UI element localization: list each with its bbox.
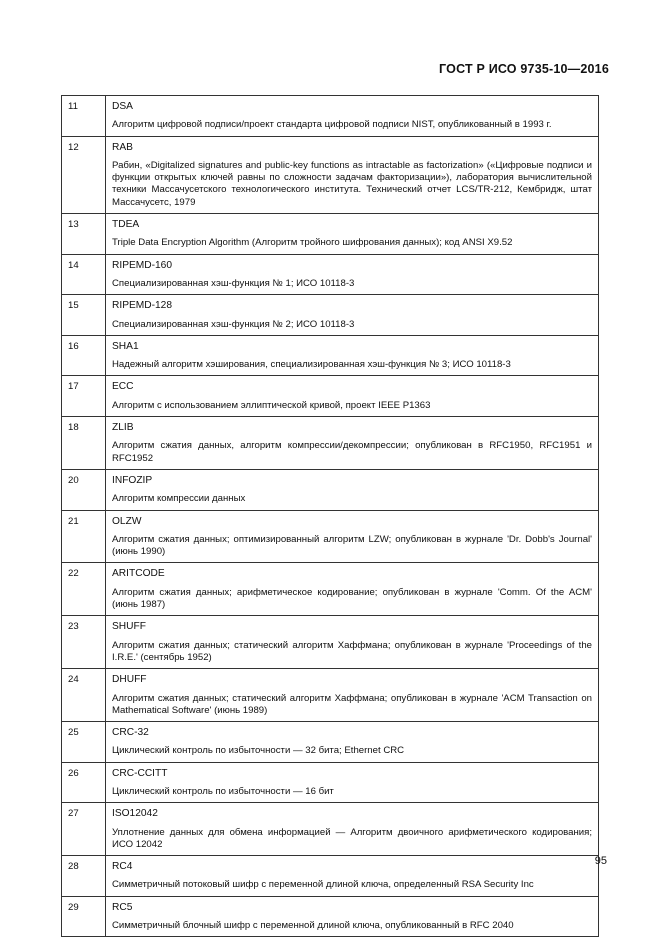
table-row: [62, 896, 599, 937]
algorithm-code: ECC: [112, 381, 134, 393]
table-row: [62, 136, 599, 213]
row-content: [106, 96, 599, 137]
row-number: 20: [62, 469, 106, 510]
row-number: 22: [62, 563, 106, 616]
table-row: [62, 563, 599, 616]
algorithm-code: DSA: [112, 101, 133, 112]
table-row: [62, 335, 599, 376]
table-row: [62, 417, 599, 470]
algorithm-code: RC4: [112, 861, 133, 873]
row-content: [106, 563, 599, 616]
row-content: [106, 295, 599, 336]
table-row: [62, 856, 599, 897]
algorithm-description: Алгоритм сжатия данных; арифметическое кодирование; опубликован в журнале 'Comm. Of the ACM' (июнь 1987): [112, 586, 592, 611]
row-content: [106, 803, 599, 856]
algorithm-description: Уплотнение данных для обмена информацией — Алгоритм двоичного арифметического кодирования; ИСО 12042: [112, 826, 592, 850]
row-content: [106, 417, 599, 470]
row-number: 15: [62, 295, 106, 336]
row-number: 11: [62, 96, 106, 137]
algorithm-description: Симметричный блочный шифр с переменной длиной ключа, опубликованный в RFC 2040: [112, 920, 514, 932]
table-row: [62, 469, 599, 510]
table-row: [62, 669, 599, 722]
table-row: [62, 803, 599, 856]
row-content: [106, 856, 599, 897]
table-row: [62, 722, 599, 763]
row-number: 17: [62, 376, 106, 417]
row-number: 28: [62, 856, 106, 897]
algorithm-code: INFOZIP: [112, 474, 153, 486]
row-content: [106, 762, 599, 803]
table-row: [62, 295, 599, 336]
row-content: [106, 669, 599, 722]
row-number: 27: [62, 803, 106, 856]
algorithm-description: Надежный алгоритм хэширования, специализированная хэш-функция № 3; ИСО 10118-3: [112, 359, 511, 371]
row-number: 25: [62, 722, 106, 763]
table-row: [62, 214, 599, 255]
row-content: [106, 214, 599, 255]
row-number: 26: [62, 762, 106, 803]
algorithm-code: SHA1: [112, 340, 139, 352]
table-row: [62, 616, 599, 669]
algorithm-code: DHUFF: [112, 674, 147, 686]
algorithm-description: Алгоритм с использованием эллиптической кривой, проект IEEE P1363: [112, 399, 431, 411]
algorithm-description: Алгоритм цифровой подписи/проект стандарта цифровой подписи NIST, опубликованный в 1993 г.: [112, 119, 552, 131]
row-content: [106, 136, 599, 213]
document-header: ГОСТ Р ИСО 9735-10—2016: [439, 62, 609, 76]
table-row: [62, 254, 599, 295]
row-number: 29: [62, 896, 106, 937]
row-number: 18: [62, 417, 106, 470]
row-number: 23: [62, 616, 106, 669]
row-content: [106, 335, 599, 376]
row-number: 21: [62, 510, 106, 563]
algorithm-code: SHUFF: [112, 621, 146, 633]
algorithm-code: TDEA: [112, 219, 140, 231]
row-content: [106, 616, 599, 669]
row-content: [106, 254, 599, 295]
algorithm-description: Алгоритм сжатия данных; оптимизированный алгоритм LZW; опубликован в журнале 'Dr. Dobb's Journal' (июнь 1990): [112, 533, 592, 558]
algorithm-code: ARITCODE: [112, 568, 165, 580]
row-content: [106, 469, 599, 510]
algorithm-description: Алгоритм сжатия данных; статический алгоритм Хаффмана; опубликован в журнале 'Proceedings of the I.R.E.' (сентябрь 1952): [112, 639, 592, 663]
algorithm-code: ZLIB: [112, 422, 134, 434]
table-row: [62, 376, 599, 417]
algorithm-description: Циклический контроль по избыточности — 32 бита; Ethernet CRC: [112, 745, 405, 757]
algorithm-code: RAB: [112, 141, 133, 153]
algorithm-code: CRC-32: [112, 727, 149, 739]
algorithm-description: Симметричный потоковый шифр с переменной длиной ключа, определенный RSA Security Inc: [112, 879, 534, 891]
algorithm-description: Алгоритм компрессии данных: [112, 493, 246, 505]
row-number: 12: [62, 136, 106, 213]
page-number: 95: [594, 855, 607, 867]
row-content: [106, 896, 599, 937]
algorithm-table: [61, 95, 599, 937]
algorithm-description: Алгоритм сжатия данных; статический алгоритм Хаффмана; опубликован в журнале 'ACM Transaction on Mathematical Software' (июнь 1989): [112, 692, 592, 716]
algorithm-code: OLZW: [112, 515, 142, 527]
row-number: 13: [62, 214, 106, 255]
row-number: 14: [62, 254, 106, 295]
row-number: 16: [62, 335, 106, 376]
table-row: [62, 510, 599, 563]
table-row: [62, 762, 599, 803]
algorithm-code: RIPEMD-128: [112, 300, 173, 312]
algorithm-description: Специализированная хэш-функция № 1; ИСО 10118-3: [112, 277, 355, 289]
algorithm-code: RC5: [112, 901, 133, 913]
row-number: 24: [62, 669, 106, 722]
algorithm-description: Специализированная хэш-функция № 2; ИСО 10118-3: [112, 318, 355, 330]
algorithm-code: RIPEMD-160: [112, 259, 173, 271]
algorithm-code: ISO12042: [112, 808, 158, 820]
table-row: [62, 96, 599, 137]
algorithm-description: Циклический контроль по избыточности — 16 бит: [112, 785, 334, 797]
row-content: [106, 510, 599, 563]
row-content: [106, 376, 599, 417]
algorithm-description: Алгоритм сжатия данных, алгоритм компрессии/декомпрессии; опубликован в RFC1950, RFC1951 и RFC1952: [112, 440, 592, 464]
row-content: [106, 722, 599, 763]
algorithm-description: Рабин, «Digitalized signatures and public-key functions as intractable as factorization» («Цифровые подписи и функции открытых ключей равны по сложности задачам факторизации»), лаборатория вычислительной техники Массачусетского технологического института. Технический отчет LCS/TR-212, Кембридж, штат Массачусетс, 1979: [112, 159, 592, 208]
algorithm-code: CRC-CCITT: [112, 767, 168, 779]
algorithm-table-body: [62, 96, 599, 937]
algorithm-description: Triple Data Encryption Algorithm (Алгоритм тройного шифрования данных); код ANSI X9.52: [112, 237, 513, 249]
